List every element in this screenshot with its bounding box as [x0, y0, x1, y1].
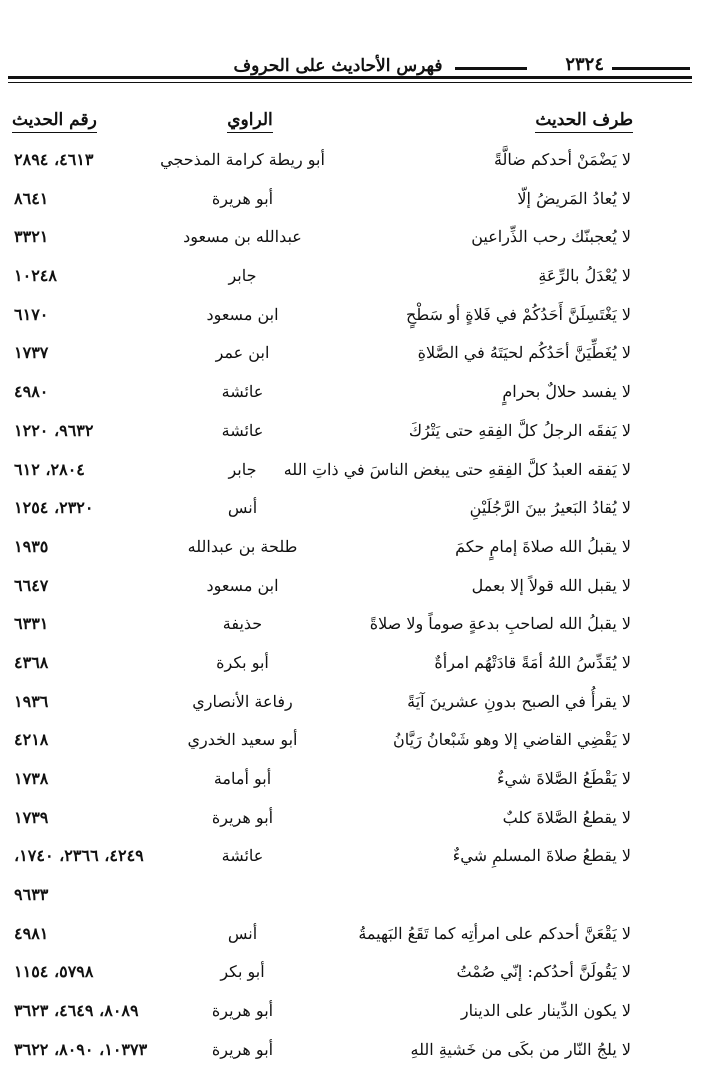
table-row — [0, 454, 703, 493]
rawi-cell: ابن مسعود — [206, 575, 279, 595]
table-row — [0, 492, 703, 531]
number-cell: ١٧٣٨ — [14, 769, 49, 788]
hadith-cell: لا يَقْطَعُ الصَّلاةَ شيءٌ — [497, 769, 631, 788]
rawi-cell: أبو ريطة كرامة المذحجي — [160, 150, 325, 169]
rawi-cell: رفاعة الأنصاري — [192, 691, 293, 711]
rawi-cell: أنس — [227, 498, 258, 518]
hadith-cell: لا يُقادُ البَعيرُ بينَ الرَّجُلَيْنِ — [469, 498, 631, 518]
rawi-cell: أبو هريرة — [211, 1001, 274, 1021]
table-row — [0, 415, 703, 454]
rawi-cell: أنس — [227, 923, 258, 943]
number-cell: ٤٣٦٨ — [14, 652, 49, 672]
rawi-cell: حذيفة — [222, 614, 263, 634]
rawi-cell: ابن عمر — [215, 343, 270, 363]
hadith-cell: لا يَقْعَنَّ أحدكم على امرأتِه كما تَقَعُ البَهيمةُ — [358, 923, 631, 943]
rawi-cell: طلحة بن عبدالله — [187, 536, 298, 556]
table-row — [0, 918, 703, 957]
hadith-cell: لا يَفقه العبدُ كلَّ الفِقهِ حتى يبغض الناسَ في ذاتِ الله — [283, 459, 631, 479]
number-cell: ٤٦١٣، ٢٨٩٤ — [14, 150, 94, 169]
hadith-cell: لا يُعْدَلُ بالرِّعَةِ — [538, 266, 631, 286]
hadith-cell: لا يقبل الله قولاً إلا بعمل — [471, 575, 631, 595]
rawi-cell: ابن مسعود — [206, 304, 279, 324]
table-row — [0, 763, 703, 802]
hadith-cell: لا يقرأُ في الصبح بدونِ عشرينَ آيَةً — [407, 691, 631, 711]
number-cell: ٩٦٣٣ — [14, 885, 49, 905]
rawi-cell: أبو بكر — [220, 962, 265, 982]
rawi-cell: أبو بكرة — [216, 652, 269, 672]
hadith-cell: لا يُعادُ المَريضُ إلّا — [517, 188, 631, 208]
number-cell: ٥٧٩٨، ١١٥٤ — [14, 962, 94, 982]
table-row — [0, 299, 703, 338]
number-cell: ٢٨٠٤، ٦١٢ — [14, 459, 85, 479]
rawi-cell: عبدالله بن مسعود — [183, 227, 302, 247]
table-row — [0, 647, 703, 686]
number-cell: ٦٦٤٧ — [14, 575, 49, 595]
hadith-cell: لا يَضْمَنْ أحدكم ضالَّةً — [493, 150, 631, 169]
table-row — [0, 995, 703, 1034]
table-row — [0, 608, 703, 647]
table-row — [0, 724, 703, 763]
column-header-number: رقم الحديث — [12, 110, 97, 138]
number-cell: ١٩٣٥ — [14, 536, 49, 556]
hadith-cell: لا يلجُ النّار من بكَى من خَشيةِ اللهِ — [410, 1039, 631, 1059]
hadith-cell: لا يقطعُ صلاةَ المسلمِ شيءٌ — [452, 846, 631, 866]
header-rule-thin — [8, 82, 692, 83]
column-header-hadith: طرف الحديث — [535, 110, 633, 138]
hadith-cell: لا يَغْتَسِلَنَّ أَحَدُكُمْ في فَلاةٍ أو سَطْحٍ — [406, 304, 631, 324]
table-row — [0, 183, 703, 222]
table-row — [0, 802, 703, 841]
table-row — [0, 144, 703, 183]
hadith-cell: لا يُغَطِّيَنَّ أحَدُكُم لحيَتَهُ في الصَّلاةِ — [417, 343, 631, 363]
number-cell: ٦١٧٠ — [14, 304, 49, 324]
rawi-cell: عائشة — [221, 846, 264, 866]
hadith-cell: لا يُقَدِّسُ اللهُ أمَةً قادَتْهُم امرأةٌ — [434, 652, 631, 672]
table-row — [0, 840, 703, 879]
rawi-cell: جابر — [228, 266, 257, 286]
table-row — [0, 1034, 703, 1073]
header-rule — [8, 76, 692, 79]
number-cell: ٣٣٢١ — [14, 227, 49, 247]
table-row — [0, 686, 703, 725]
rawi-cell: أبو أمامة — [213, 769, 272, 788]
number-cell: ٩٦٣٢، ١٢٢٠ — [14, 420, 94, 440]
hadith-cell: لا يكون الدِّينار على الدينار — [460, 1001, 631, 1021]
table-row — [0, 376, 703, 415]
table-row — [0, 531, 703, 570]
hadith-index-table — [0, 144, 703, 1073]
rawi-cell: عائشة — [221, 382, 264, 402]
number-cell: ٤٩٨١ — [14, 923, 49, 943]
hadith-cell: لا يفسد حلالٌ بحرامٍ — [502, 382, 631, 402]
rawi-cell: أبو سعيد الخدري — [187, 730, 298, 750]
hadith-cell: لا يقبلُ الله صلاةَ إمامٍ حكمَ — [455, 536, 631, 556]
number-cell: ١٩٣٦ — [14, 691, 49, 711]
number-cell: ٨٦٤١ — [14, 188, 49, 208]
hadith-cell: لا يُعجبنّك رحب الذِّراعين — [471, 227, 631, 247]
table-row — [0, 260, 703, 299]
rawi-cell: عائشة — [221, 420, 264, 440]
column-header-rawi: الراوي — [205, 110, 295, 138]
hadith-cell: لا يَقُولَنَّ أحدُكم: إنّي صُمْتُ — [456, 962, 631, 982]
number-cell: ١٧٣٧ — [14, 343, 49, 363]
page-number: ٢٣٢٤ — [565, 54, 604, 75]
number-cell: ٦٣٣١ — [14, 614, 49, 634]
hadith-cell: لا يقطعُ الصَّلاةَ كلبٌ — [502, 807, 631, 827]
header-dash-left — [455, 67, 527, 70]
header-dash-right — [612, 67, 690, 70]
number-cell: ١٠٣٧٣، ٨٠٩٠، ٣٦٢٢ — [14, 1039, 148, 1059]
number-cell: ١٠٢٤٨ — [14, 266, 57, 286]
number-cell: ٤٢٤٩، ٢٣٦٦، ١٧٤٠، — [14, 846, 144, 866]
table-row — [0, 337, 703, 376]
hadith-cell: لا يَقْضِي القاضي إلا وهو شَبْعانُ رَيَّانُ — [393, 730, 631, 750]
rawi-cell: أبو هريرة — [211, 807, 274, 827]
number-cell: ٤٩٨٠ — [14, 382, 49, 402]
page-title: فهرس الأحاديث على الحروف — [233, 56, 443, 76]
number-cell: ٤٢١٨ — [14, 730, 49, 750]
number-cell: ٨٠٨٩، ٤٦٤٩، ٣٦٢٣ — [14, 1001, 139, 1021]
number-cell: ١٧٣٩ — [14, 807, 49, 827]
rawi-cell: جابر — [228, 459, 257, 479]
table-row — [0, 956, 703, 995]
rawi-cell: أبو هريرة — [211, 1039, 274, 1059]
table-row — [0, 570, 703, 609]
rawi-cell: أبو هريرة — [211, 188, 274, 208]
number-cell: ٢٣٢٠، ١٢٥٤ — [14, 498, 94, 518]
table-row — [0, 221, 703, 260]
hadith-cell: لا يَفقَه الرجلُ كلَّ الفِقهِ حتى يَتْرُكَ — [408, 420, 631, 440]
table-row — [0, 879, 703, 918]
hadith-cell: لا يقبلُ الله لصاحبِ بدعةٍ صوماً ولا صلاةً — [369, 614, 631, 634]
